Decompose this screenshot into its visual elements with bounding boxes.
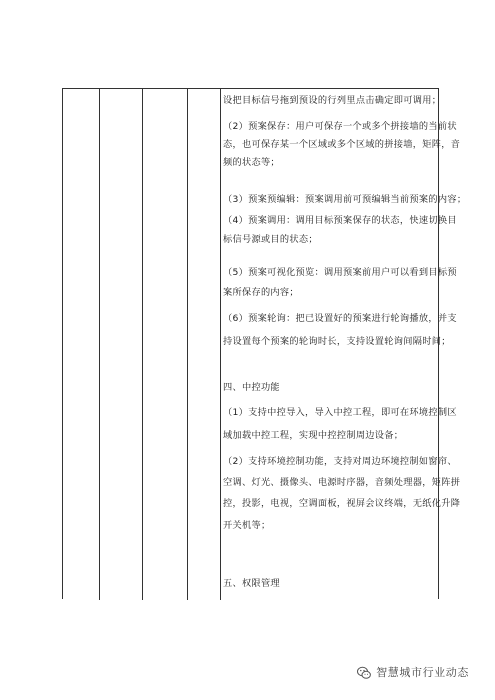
text-line: 态，也可保存某一个区域或多个区域的拼接墙，矩阵，音 — [223, 139, 461, 150]
table-column-divider — [220, 89, 221, 600]
text-line: 频的状态等； — [223, 157, 280, 168]
text-line: （5）预案可视化预览：调用预案前用户可以看到目标预 — [223, 267, 457, 278]
section-heading: 五、权限管理 — [223, 578, 280, 589]
text-line: 开关机等； — [223, 520, 271, 531]
text-line: 案所保存的内容； — [223, 287, 299, 298]
text-line: （2）支持环境控制功能，支持对周边环境控制如窗帘、 — [223, 456, 457, 467]
table-column-divider — [187, 89, 188, 600]
text-line: 持设置每个预案的轮询时长，支持设置轮询间隔时间； — [223, 336, 451, 347]
text-line: 标信号源或目的状态； — [223, 234, 318, 245]
watermark — [357, 664, 469, 680]
text-line: （3）预案预编辑：预案调用前可预编辑当前预案的内容； — [223, 194, 467, 205]
text-line: （2）预案保存：用户可保存一个或多个拼接墙的当前状 — [223, 121, 457, 132]
spec-table — [62, 88, 467, 599]
table-column-divider — [142, 89, 143, 600]
text-line: 控，投影，电视，空调面板，视屏会议终端，无纸化升降 — [223, 498, 461, 509]
text-line: 空调、灯光、摄像头、电源时序器，音频处理器，矩阵拼 — [223, 477, 461, 488]
watermark-text: 智慧城市行业动态 — [376, 666, 469, 679]
text-line: （6）预案轮询：把已设置好的预案进行轮询播放，并支 — [223, 313, 457, 324]
table-column-divider — [99, 89, 100, 600]
wechat-icon — [357, 665, 371, 679]
text-line: 域加载中控工程，实现中控控制周边设备； — [223, 430, 404, 441]
text-line: （4）预案调用：调用目标预案保存的状态，快速切换目 — [223, 215, 457, 226]
text-line: 设把目标信号拖到预设的行列里点击确定即可调用； — [223, 95, 442, 106]
text-line: （1）支持中控导入，导入中控工程，即可在环境控制区 — [223, 407, 457, 418]
section-heading: 四、中控功能 — [223, 382, 280, 393]
